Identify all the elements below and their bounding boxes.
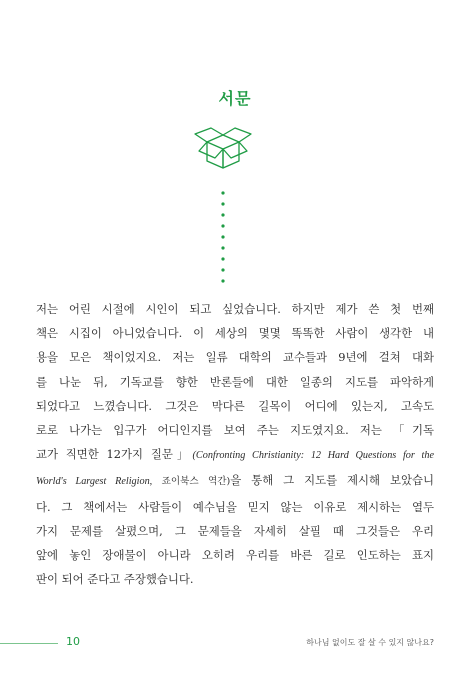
- body-text-fragment: 을 통해 그 지도를 제시해 보았습니: [230, 473, 435, 488]
- body-line: 판이 되어 준다고 주장했습니다.: [36, 572, 194, 587]
- body-line: 용을 모은 책이었지요. 저는 일류 대학의 교수들과 9년에 걸쳐 대화: [36, 350, 434, 365]
- body-line-book-title-cont: [36, 468, 434, 494]
- running-title: 하나님 없이도 잘 살 수 있지 않나요?: [306, 638, 434, 647]
- book-title-korean: 교가 직면한 12가지 질문」: [36, 447, 193, 462]
- body-line: 를 나눈 뒤, 기독교를 향한 반론들에 대한 일종의 지도를 파악하게: [36, 374, 434, 389]
- publisher-note: 죠이북스 역간): [152, 476, 231, 488]
- body-line: 되었다고 느꼈습니다. 그것은 막다른 길목이 어디에 있는지, 고속도: [36, 398, 434, 413]
- book-title-english: (Confronting Christianity: 12 Hard Questions for the: [192, 450, 435, 462]
- body-line: 다. 그 책에서는 사람들이 예수님을 믿지 않는 이유로 제시하는 열두: [36, 499, 434, 514]
- footer-rule: [0, 643, 58, 644]
- dotted-divider: [220, 190, 226, 290]
- body-line-book-title: [36, 442, 434, 468]
- body-line: 저는 어린 시절에 시인이 되고 싶었습니다. 하지만 제가 쓴 첫 번째: [36, 302, 434, 316]
- body-line: 책은 시집이 아니었습니다. 이 세상의 몇몇 똑똑한 사람이 생각한 내: [36, 326, 434, 341]
- preface-body: [36, 297, 434, 591]
- chapter-title: 서문: [218, 89, 252, 108]
- body-line: 앞에 놓인 장애물이 아니라 오히려 우리를 바른 길로 인도하는 표지: [36, 548, 434, 563]
- open-box-icon: [191, 122, 255, 172]
- body-line: 로로 나가는 입구가 어디인지를 보여 주는 지도였지요. 저는 「기독: [36, 423, 434, 438]
- page-number: 10: [66, 635, 80, 648]
- body-line: 가지 문제를 살폈으며, 그 문제들을 자세히 살필 때 그것들은 우리: [36, 523, 434, 538]
- book-title-english-cont: World's Largest Religion,: [36, 476, 153, 488]
